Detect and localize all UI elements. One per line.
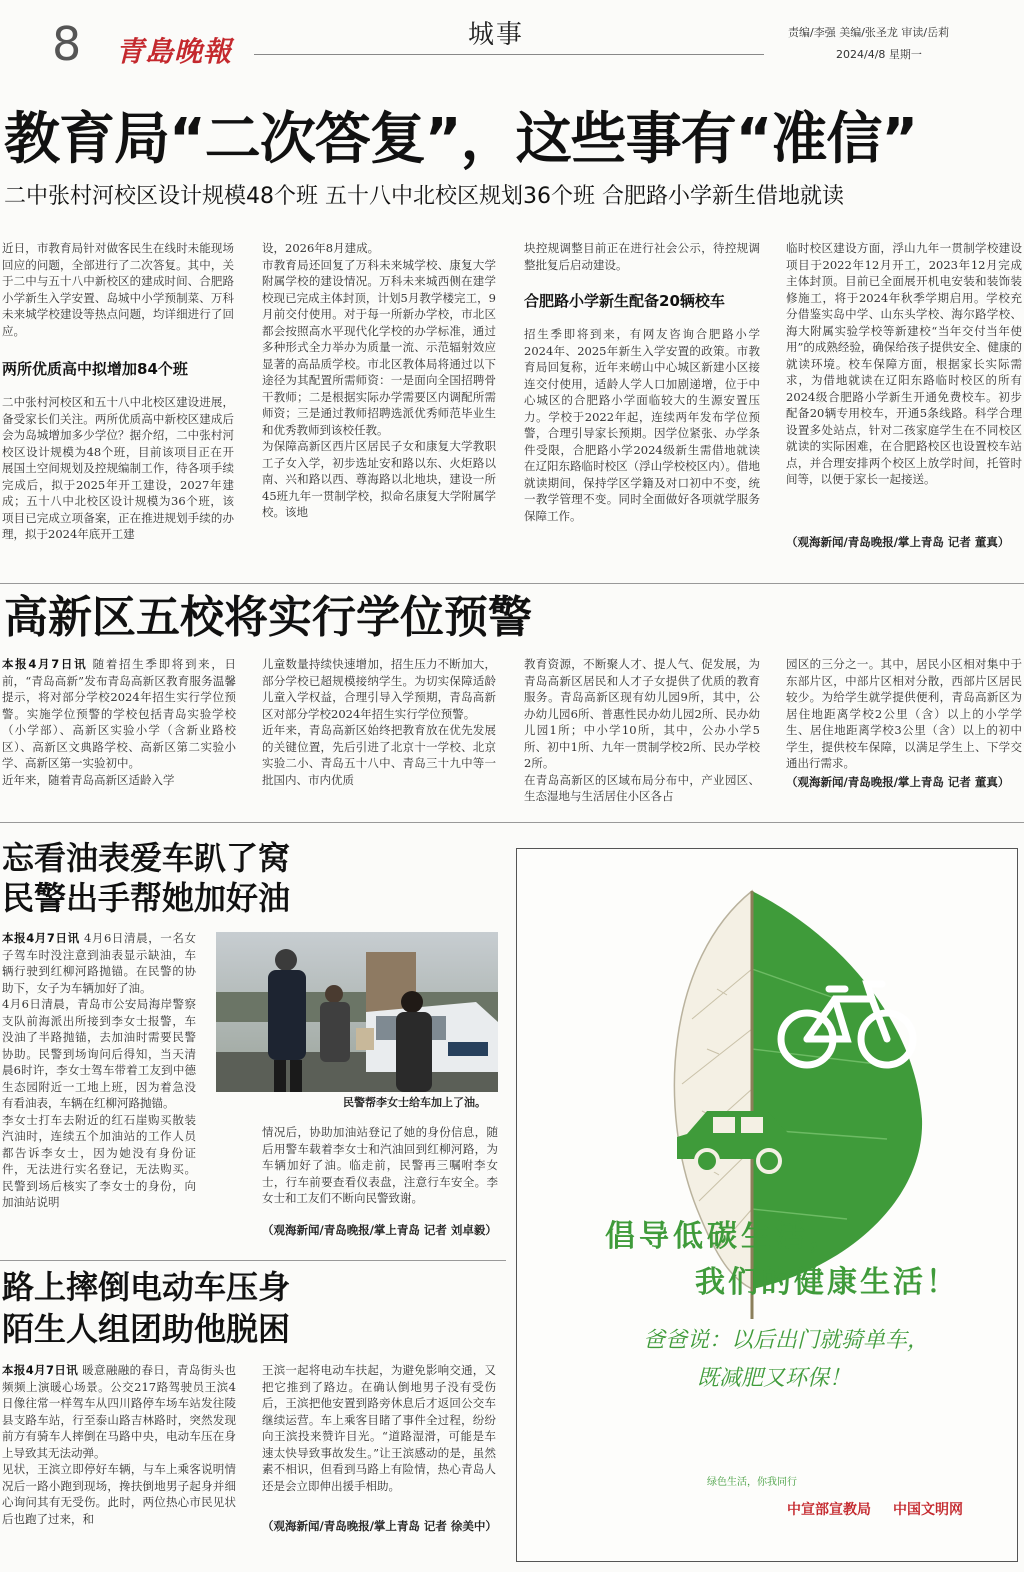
article2-col3: 教育资源，不断聚人才、提人气、促发展，为青岛高新区居民和人才子女提供了优质的教育服务。青岛高新区现有幼儿园9所，其中，公办幼儿园6所、普惠性民办幼儿园2所、民办幼儿园1所；中小学10所，其中，公办小学5所、初中1所、九年一贯制学校2所、民办学校2所。 在青岛高新区的区域布局分布中，产业园区、生态湿地与生活居住小区各占 [524,657,760,803]
article3-photo-caption: 民警帮李女士给车加上了油。 [343,1096,486,1109]
article1-col1-body: 二中张村河校区和五十八中北校区建设进展，备受家长们关注。两所优质高中新校区建成后会为岛城增加多少学位？据介绍，二中张村河校区设计规模为48个班，目前该项目正在开展国土空间规划及控规编制工作，待各项手续完成后，拟于2025年开工建设，2027年建成；五十八中北校区设计规模为36个班，该项目已完成立项备案，正在推进规划手续的办理，拟于2024年底开工建 [2,395,234,541]
article2-col4: 园区的三分之一。其中，居民小区相对集中于东部片区，中部片区相对分散，西部片区居民较少。为给学生就学提供便利，青岛高新区为居住地距离学校2公里（含）以上的小学学生、居住地距离学校3公里（含）以上的初中学生，提供校车保障，以满足学生上、下学交通出行需求。 [786,657,1022,770]
article1-subtitle2: 合肥路小学新生配备20辆校车 [524,292,725,310]
ad-sponsor-1: 中宣部宣教局 [787,1502,871,1518]
public-service-ad [516,848,1018,1562]
article1-intro: 近日，市教育局针对做客民生在线时未能现场回应的问题，全部进行了二次答复。其中，关于二中与五十八中新校区的建成时间、合肥路小学新生入学安置、岛城中小学预制菜、万科未来城学校建设等热点问题，均详细进行了回应。 [2,241,234,338]
ad-sponsor-2: 中国文明网 [893,1502,963,1518]
article2-col2: 儿童数量持续快速增加，招生压力不断加大，部分学校已超规模接纳学生。为切实保障适龄儿童入学权益，合理引导入学预期，青岛高新区对部分学校2024年招生实行学位预警。 近年来，青岛高新区始终把教育放在优先发展的关键位置，先后引进了北京十一学校、北京实验二小、青岛五十八中、青岛三十九中等一批国内、市内优质 [262,657,496,787]
article3-credit: （观海新闻/青岛晚报/掌上青岛 记者 刘卓毅） [262,1223,497,1237]
article2-col1-text: 随着招生季即将到来，日前，“青岛高新”发布青岛高新区教育服务温馨提示，将对部分学校2024年招生实行学位预警。实施学位预警的学校包括青岛实验学校（小学部）、高新区实验小学（含新业路校区）、高新区文典路学校、高新区第二实验小学、高新区第一实验初中。 近年来，随着青岛高新区适龄入学 [2,657,236,787]
page-number: 8 [52,17,82,71]
article3-headline-line1: 忘看油表爱车趴了窝 [2,839,291,877]
ad-handwritten-line2: 既减肥又环保！ [697,1366,852,1391]
section-title: 城事 [468,20,525,50]
article1-col4: 临时校区建设方面，浮山九年一贯制学校建设项目于2022年12月开工，2023年12月完成主体封顶。目前已全面展开机电安装和装饰装修施工，将于2024年秋季学期启用。学校充分借鉴实岛中学、山东头学校、海尔路学校、海大附属实验学校等新建校“当年交付当年使用”的成熟经验，确保给孩子提供安全、健康的就读环境。校车保障方面，根据家长实际需求，为借地就读在辽阳东路临时校区的所有2024级合肥路小学新生开通免费校车。初步配备20辆专用校车，开通5条线路。科学合理设置多处站点，针对二孩家庭学生在不同校区就读的实际困难，在合肥路校区也设置校车站点，并合理安排两个校区上放学时间，托管时间等，以便于家长一起接送。 [786,241,1022,486]
article2-headline: 高新区五校将实行学位预警 [4,592,532,643]
article4-headline-line2: 陌生人组团助他脱困 [2,1310,291,1348]
issue-date: 2024/4/8 星期一 [836,48,922,61]
article3-lead: 本报4月7日讯 [2,931,80,945]
article1-col3-body: 招生季即将到来，有网友咨询合肥路小学2024年、2025年新生入学安置的政策。市教育局回复称，近年来崂山中心城区新建小区接连交付使用，适龄人学人口加剧递增，位于中心城区的合肥路小学面临较大的生源安置压力。学校于2022年起，连续两年发布学位预警，合理引导家长预期。因学位紧张、办学条件受限，合肥路小学2024级新生需借地就读在辽阳东路临时校区（浮山学校校区内）。借地就读期间，保持学区学籍及对口初中不变，统一教学管理不变。同时全面做好各项就学服务保障工作。 [524,327,760,523]
ad-slogan-line1: 倡导低碳生活， [605,1219,843,1254]
article1-col3-top: 块控规调整目前正在进行社会公示，待控规调整批复后启动建设。 [524,241,760,272]
divider-3 [0,1260,506,1261]
masthead: 青島晚報 [116,35,233,68]
article4-col1-text: 暖意融融的春日，青岛街头也频频上演暖心场景。公交217路驾驶员王滨4日像往常一样驾车从四川路停车场车站发往陵县支路车站，行至泰山路吉林路时，突然发现前方有骑车人摔倒在马路中央，电动车压在身上导致其无法动弹。 见状，王滨立即停好车辆，与车上乘客说明情况后一路小跑到现场，搀扶倒地男子起身并细心询问其有无受伤。此时，两位热心市民见状后也跑了过来，和 [2,1363,236,1526]
ad-slogan-line2: 我们的健康生活！ [695,1265,959,1300]
article4-col2: 王滨一起将电动车扶起，为避免影响交通，又把它推到了路边。在确认倒地男子没有受伤后，王滨把他安置到路旁休息后才返回公交车继续运营。车上乘客目睹了事件全过程，纷纷向王滨投来赞许目光。“道路湿滑，可能是车速太快导致事故发生。”让王滨感动的是，虽然素不相识，但看到马路上有险情，热心青岛人还是会立即伸出援手相助。 [262,1363,496,1493]
article4-credit: （观海新闻/青岛晚报/掌上青岛 记者 徐美中） [262,1519,497,1533]
article1-subheadline: 二中张村河校区设计规模48个班 五十八中北校区规划36个班 合肥路小学新生借地就读 [4,184,844,209]
article4-lead: 本报4月7日讯 [2,1363,79,1377]
ad-small-tag: 绿色生活，你我同行 [707,1477,797,1488]
article3-headline-line2: 民警出手帮她加好油 [2,879,291,917]
article2-credit: （观海新闻/青岛晚报/掌上青岛 记者 董真） [786,775,1010,789]
article3-photo [216,932,498,1092]
ad-handwritten-line1: 爸爸说：以后出门就骑单车， [643,1328,930,1353]
police-car-photo [216,932,498,1092]
article1-col2: 设，2026年8月建成。 市教育局还回复了万科未来城学校、康复大学附属学校的建设情况。万科未来城西侧在建学校现已完成主体封顶，计划5月教学楼完工，9月前交付使用。对于每一所新办学校，市北区都会按照高水平现代化学校的办学标准，通过多种形式全力举办为质量一流、示范辐射效应显著的高品质学校。市北区教体局将通过以下途径为其配置所需师资：一是面向全国招聘骨干教师；二是根据实际办学需要区内调配所需师资；三是通过教师招聘选派优秀师范毕业生和优秀教师到该校任教。 为保障高新区西片区居民子女和康复大学教职工子女入学，初步选址安和路以东、火炬路以南、兴和路以西、尊海路以北地块，建设一所45班九年一贯制学校，拟命名康复大学附属学校。该地 [262,241,496,519]
article4-col1 [2,1362,236,1568]
divider-1 [0,583,1024,584]
article3-col2: 情况后，协助加油站登记了她的身份信息，随后用警车载着李女士和汽油回到红柳河路，为车辆加好了油。临走前，民警再三嘱咐李女士，行车前要查看仪表盘，注意行车安全。李女士和工友们不断向民警致谢。 [262,1125,498,1205]
editors: 责编/李强 美编/张圣龙 审读/岳莉 [788,26,950,39]
article1-headline: 教育局“二次答复”，这些事有“准信” [4,107,918,172]
divider-2 [0,822,1024,823]
article1-credit: （观海新闻/青岛晚报/掌上青岛 记者 董真） [786,535,1010,549]
article3-col1-text: 4月6日清晨，一名女子驾车时没注意到油表显示缺油，车辆行驶到红柳河路抛锚。在民警的协助下，女子为车辆加好了油。 4月6日清晨，青岛市公安局海岸警察支队前海派出所接到李女士报警，车没油了半路抛锚，去加油时需要民警协助。民警到场询问后得知，当天清晨6时许，李女士驾车带着工友到中德生态园附近一工地上班，因为着急没有看油表，车辆在红柳河路抛锚。 李女士打车去附近的红石崖购买散装汽油时，连续五个加油站的工作人员都告诉李女士，因为她没有身份证件，无法进行实名登记，无法购买。民警到场后核实了李女士的身份，向加油站说明 [2,931,196,1209]
article2-col1 [2,656,236,808]
article3-col1 [2,930,196,1254]
leaf-bicycle-illustration [517,849,1019,1563]
article4-headline-line1: 路上摔倒电动车压身 [2,1268,291,1306]
article2-lead: 本报4月7日讯 [2,657,88,671]
article1-subtitle1: 两所优质高中拟增加84个班 [2,360,188,378]
header-rule [254,54,764,55]
